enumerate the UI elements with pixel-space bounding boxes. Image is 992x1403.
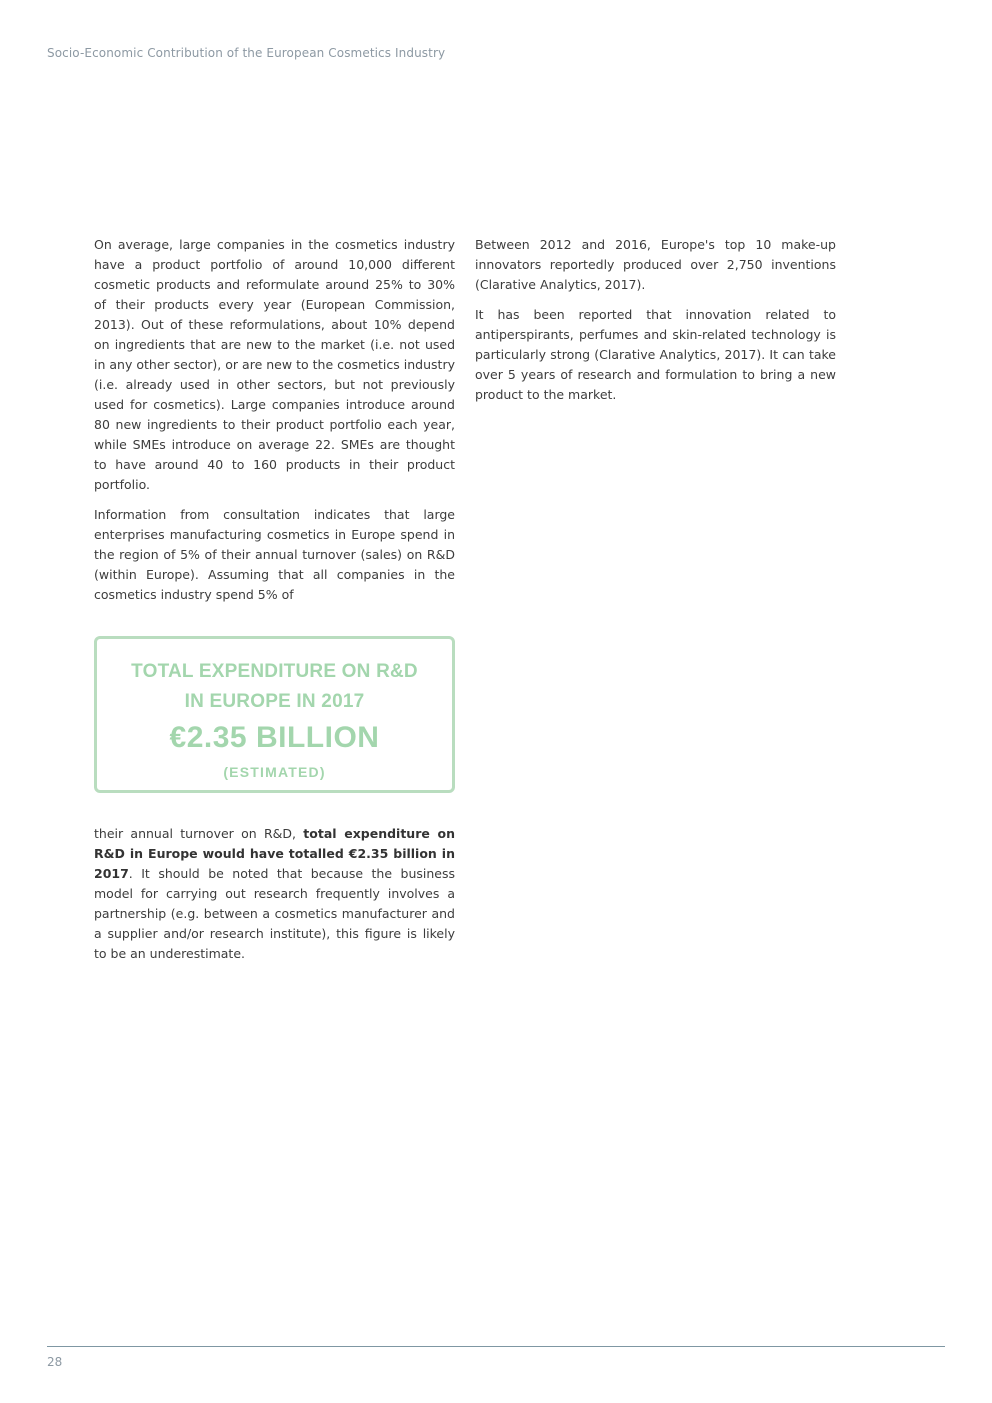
left-column-bottom xyxy=(94,824,455,974)
rd-expenditure-callout xyxy=(94,636,455,793)
continuation-start: their annual turnover on R&D, xyxy=(94,826,304,841)
page-number: 28 xyxy=(47,1355,63,1369)
callout-note: (ESTIMATED) xyxy=(223,764,326,780)
left-paragraph-1: On average, large companies in the cosmetics industry have a product portfolio of around 10,000 different cosmetic products and reformulate around 25% to 30% of their products every year (European Commission, 2013). Out of these reformulations, about 10% depend on ingredients that are new to the market (i.e. not used in any other sector), or are new to the cosmetics industry (i.e. already used in other sectors, but not previously used for cosmetics). Large companies introduce around 80 new ingredients to their product portfolio each year, while SMEs introduce on average 22. SMEs are thought to have around 40 to 160 products in their product portfolio. xyxy=(94,237,455,492)
footer-rule xyxy=(47,1346,945,1347)
continuation-bold: total expenditure on R&D in Europe would have totalled €2.35 billion in 2017 xyxy=(94,826,455,881)
callout-title xyxy=(97,657,452,717)
right-paragraph-2: It has been reported that innovation related to antiperspirants, perfumes and skin-related technology is particularly strong (Clarative Analytics, 2017). It can take over 5 years of research and formulation to bring a new product to the market. xyxy=(475,307,836,402)
left-paragraph-3 xyxy=(94,824,455,964)
left-column-top xyxy=(94,235,455,615)
running-header: Socio-Economic Contribution of the European Cosmetics Industry xyxy=(47,46,446,60)
continuation-end: . It should be noted that because the business model for carrying out research frequently involves a partnership (e.g. between a cosmetics manufacturer and a supplier and/or research institute), this figure is likely to be an underestimate. xyxy=(94,866,455,961)
left-paragraph-2: Information from consultation indicates that large enterprises manufacturing cosmetics in Europe spend in the region of 5% of their annual turnover (sales) on R&D (within Europe). Assuming that all companies in the cosmetics industry spend 5% of xyxy=(94,507,455,602)
callout-title-line-1: TOTAL EXPENDITURE ON R&D xyxy=(131,661,418,682)
callout-value: €2.35 BILLION xyxy=(169,721,380,754)
right-paragraph-1: Between 2012 and 2016, Europe's top 10 make-up innovators reportedly produced over 2,750 inventions (Clarative Analytics, 2017). xyxy=(475,237,836,292)
right-column xyxy=(475,235,836,415)
callout-title-line-2: IN EUROPE IN 2017 xyxy=(184,691,365,712)
